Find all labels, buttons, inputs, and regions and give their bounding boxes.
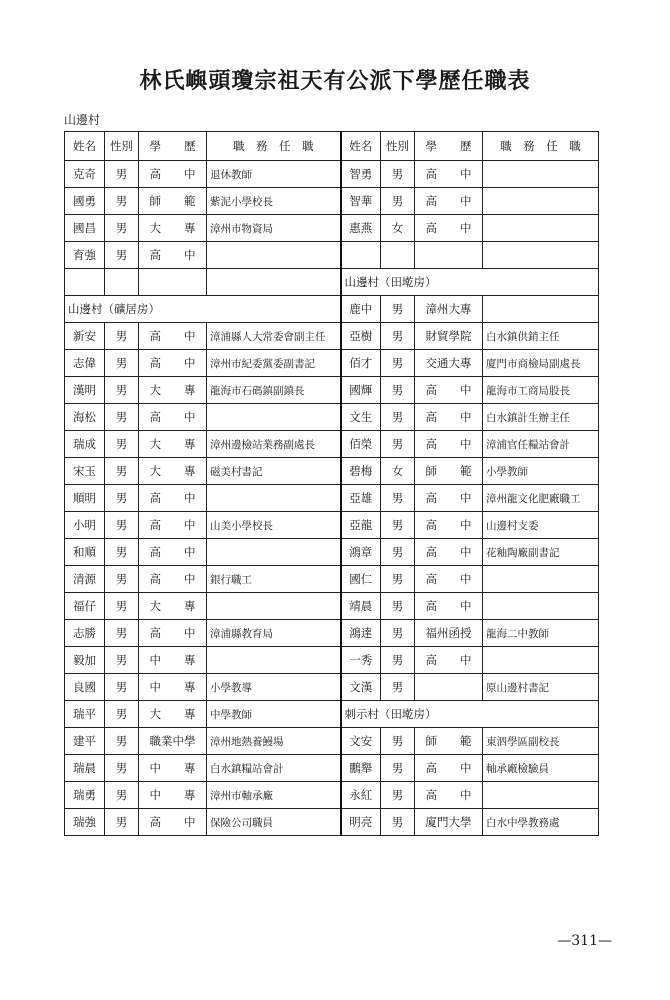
person-position — [483, 593, 599, 620]
person-name: 育強 — [65, 242, 105, 269]
subsection-title: 刺示村（田墘房） — [341, 701, 599, 728]
person-position: 漳浦官任糧站會計 — [483, 431, 599, 458]
person-position: 白水鎮供銷主任 — [483, 323, 599, 350]
person-position — [483, 782, 599, 809]
person-position: 山邊村支委 — [483, 512, 599, 539]
person-name: 國昌 — [65, 215, 105, 242]
person-sex: 男 — [105, 242, 139, 269]
person-education: 高 中 — [139, 350, 207, 377]
header-education: 學 歷 — [415, 132, 483, 161]
person-name: 文漢 — [341, 674, 381, 701]
person-position: 漳浦縣教育局 — [207, 620, 341, 647]
subsection-title: 山邊村（礦居房） — [65, 296, 341, 323]
table-row — [65, 755, 599, 782]
person-name: 克奇 — [65, 161, 105, 188]
person-sex: 男 — [105, 782, 139, 809]
person-sex: 男 — [105, 215, 139, 242]
person-position: 東泗學區副校長 — [483, 728, 599, 755]
person-name: 碧梅 — [341, 458, 381, 485]
table-row — [65, 296, 599, 323]
person-position — [207, 242, 341, 269]
person-sex: 男 — [105, 377, 139, 404]
person-sex: 男 — [105, 404, 139, 431]
person-name: 瑞晨 — [65, 755, 105, 782]
person-education: 高 中 — [139, 161, 207, 188]
person-position: 磁美村書記 — [207, 458, 341, 485]
person-name: 智華 — [341, 188, 381, 215]
person-sex: 男 — [105, 701, 139, 728]
person-sex: 男 — [381, 782, 415, 809]
header-position: 職 務 任 職 — [483, 132, 599, 161]
person-position: 漳州邊檢站業務副處長 — [207, 431, 341, 458]
person-education: 高 中 — [415, 377, 483, 404]
subsection-title: 山邊村（田墘房） — [341, 269, 599, 296]
person-education: 高 中 — [415, 647, 483, 674]
person-sex: 男 — [105, 755, 139, 782]
person-education: 高 中 — [415, 782, 483, 809]
person-education: 廈門大學 — [415, 809, 483, 836]
person-sex: 男 — [381, 728, 415, 755]
person-education: 高 中 — [415, 566, 483, 593]
table-row — [65, 323, 599, 350]
person-sex: 男 — [381, 539, 415, 566]
person-name: 亞雄 — [341, 485, 381, 512]
person-position: 龍海市工商局股長 — [483, 377, 599, 404]
person-name: 永紅 — [341, 782, 381, 809]
person-sex: 男 — [381, 566, 415, 593]
person-education: 高 中 — [139, 512, 207, 539]
person-education: 大 專 — [139, 593, 207, 620]
person-education: 中 專 — [139, 755, 207, 782]
person-sex: 男 — [381, 755, 415, 782]
person-name: 文安 — [341, 728, 381, 755]
person-position: 小學教師 — [483, 458, 599, 485]
person-position: 軸承廠檢驗員 — [483, 755, 599, 782]
person-sex: 男 — [105, 350, 139, 377]
person-education: 師 範 — [139, 188, 207, 215]
person-education: 高 中 — [415, 161, 483, 188]
person-name: 國輝 — [341, 377, 381, 404]
header-education: 學 歷 — [139, 132, 207, 161]
person-name — [341, 242, 381, 269]
person-education — [415, 674, 483, 701]
section-label: 山邊村 — [64, 113, 101, 127]
person-position: 保險公司職員 — [207, 809, 341, 836]
person-name: 建平 — [65, 728, 105, 755]
person-name: 鴻章 — [341, 539, 381, 566]
person-name: 鹿中 — [341, 296, 381, 323]
person-position — [207, 593, 341, 620]
person-name: 惠燕 — [341, 215, 381, 242]
person-position: 漳州地熱養鰻場 — [207, 728, 341, 755]
person-position — [483, 242, 599, 269]
person-name: 亞樹 — [341, 323, 381, 350]
person-education: 高 中 — [415, 593, 483, 620]
person-sex: 男 — [381, 431, 415, 458]
table-row — [65, 188, 599, 215]
person-sex: 男 — [105, 728, 139, 755]
person-name — [65, 269, 105, 296]
person-position: 白水鎮計生辦主任 — [483, 404, 599, 431]
person-name: 瑞強 — [65, 809, 105, 836]
person-sex: 男 — [105, 323, 139, 350]
table-row — [65, 647, 599, 674]
person-education: 高 中 — [415, 512, 483, 539]
person-sex: 男 — [381, 188, 415, 215]
person-education: 高 中 — [415, 188, 483, 215]
table-row — [65, 728, 599, 755]
person-position — [483, 566, 599, 593]
person-name: 瑞成 — [65, 431, 105, 458]
person-sex — [381, 242, 415, 269]
person-sex — [105, 269, 139, 296]
person-name: 海松 — [65, 404, 105, 431]
person-education: 大 專 — [139, 458, 207, 485]
person-education: 福州函授 — [415, 620, 483, 647]
person-education: 師 範 — [415, 458, 483, 485]
person-position: 漳州龍文化肥廠職工 — [483, 485, 599, 512]
person-sex: 男 — [381, 809, 415, 836]
person-position — [207, 485, 341, 512]
person-position: 漳州市紀委黨委副書記 — [207, 350, 341, 377]
person-position — [207, 404, 341, 431]
person-position: 山美小學校長 — [207, 512, 341, 539]
person-education: 大 專 — [139, 431, 207, 458]
header-sex: 性別 — [105, 132, 139, 161]
person-position — [483, 215, 599, 242]
person-position: 小學教導 — [207, 674, 341, 701]
person-sex: 男 — [105, 566, 139, 593]
person-position: 紫泥小學校長 — [207, 188, 341, 215]
person-education: 大 專 — [139, 377, 207, 404]
person-name: 良國 — [65, 674, 105, 701]
table-row — [65, 269, 599, 296]
person-position: 花釉陶廠副書記 — [483, 539, 599, 566]
person-position: 漳州市物資局 — [207, 215, 341, 242]
person-sex: 男 — [105, 431, 139, 458]
person-education: 大 專 — [139, 701, 207, 728]
person-education: 高 中 — [139, 620, 207, 647]
table-row — [65, 809, 599, 836]
person-name: 文生 — [341, 404, 381, 431]
person-education: 師 範 — [415, 728, 483, 755]
table-row — [65, 566, 599, 593]
person-name: 順明 — [65, 485, 105, 512]
person-sex: 男 — [105, 809, 139, 836]
header-sex: 性別 — [381, 132, 415, 161]
person-position — [483, 161, 599, 188]
person-name: 智勇 — [341, 161, 381, 188]
person-education: 中 專 — [139, 674, 207, 701]
person-position: 漳州市軸承廠 — [207, 782, 341, 809]
person-position — [207, 539, 341, 566]
person-sex: 男 — [381, 323, 415, 350]
roster-table — [64, 131, 599, 836]
person-education: 高 中 — [139, 566, 207, 593]
table-row — [65, 350, 599, 377]
person-education — [415, 242, 483, 269]
person-education: 中 專 — [139, 782, 207, 809]
person-education: 高 中 — [415, 485, 483, 512]
person-education: 高 中 — [139, 485, 207, 512]
person-name: 靖晨 — [341, 593, 381, 620]
table-row — [65, 485, 599, 512]
person-name: 和順 — [65, 539, 105, 566]
person-sex: 男 — [381, 512, 415, 539]
table-row — [65, 377, 599, 404]
table-row — [65, 701, 599, 728]
person-name: 佰才 — [341, 350, 381, 377]
person-position — [483, 296, 599, 323]
person-education: 高 中 — [415, 404, 483, 431]
person-sex: 男 — [105, 647, 139, 674]
person-position: 銀行職工 — [207, 566, 341, 593]
person-position: 龍海市石碼鎮副鎮長 — [207, 377, 341, 404]
table-row — [65, 674, 599, 701]
person-position: 原山邊村書記 — [483, 674, 599, 701]
person-name: 志勝 — [65, 620, 105, 647]
person-name: 清源 — [65, 566, 105, 593]
table-row — [65, 215, 599, 242]
person-name: 福仔 — [65, 593, 105, 620]
person-position: 漳浦縣人大常委會副主任 — [207, 323, 341, 350]
table-row — [65, 539, 599, 566]
person-sex: 男 — [105, 512, 139, 539]
person-name: 小明 — [65, 512, 105, 539]
header-row — [65, 132, 599, 161]
person-sex: 女 — [381, 458, 415, 485]
page-title: 林氏嶼頭瓊宗祖天有公派下學歷任職表 — [139, 68, 531, 94]
page-number: —311— — [557, 933, 612, 949]
person-education: 交通大專 — [415, 350, 483, 377]
table-row — [65, 242, 599, 269]
person-name: 佰榮 — [341, 431, 381, 458]
person-sex: 男 — [105, 674, 139, 701]
person-education: 高 中 — [139, 404, 207, 431]
table-row — [65, 458, 599, 485]
person-position: 廈門市商檢局副處長 — [483, 350, 599, 377]
person-education: 高 中 — [415, 431, 483, 458]
header-position: 職 務 任 職 — [207, 132, 341, 161]
person-name: 亞龍 — [341, 512, 381, 539]
person-sex: 女 — [381, 215, 415, 242]
table-row — [65, 593, 599, 620]
table-row — [65, 431, 599, 458]
person-position — [483, 188, 599, 215]
person-sex: 男 — [381, 647, 415, 674]
person-sex: 男 — [381, 404, 415, 431]
person-education — [139, 269, 207, 296]
person-education: 高 中 — [415, 215, 483, 242]
person-position — [207, 269, 341, 296]
table-row — [65, 512, 599, 539]
person-sex: 男 — [105, 161, 139, 188]
person-name: 宋玉 — [65, 458, 105, 485]
person-name: 明亮 — [341, 809, 381, 836]
person-education: 財貿學院 — [415, 323, 483, 350]
person-position — [483, 647, 599, 674]
person-sex: 男 — [381, 161, 415, 188]
person-sex: 男 — [105, 485, 139, 512]
person-position: 中學教師 — [207, 701, 341, 728]
person-education: 高 中 — [139, 539, 207, 566]
person-sex: 男 — [105, 458, 139, 485]
table-row — [65, 620, 599, 647]
person-name: 鵬舉 — [341, 755, 381, 782]
person-sex: 男 — [381, 296, 415, 323]
person-name: 國勇 — [65, 188, 105, 215]
person-education: 中 專 — [139, 647, 207, 674]
person-name: 瑞勇 — [65, 782, 105, 809]
person-name: 鴻達 — [341, 620, 381, 647]
header-name: 姓名 — [65, 132, 105, 161]
header-name: 姓名 — [341, 132, 381, 161]
person-sex: 男 — [381, 377, 415, 404]
person-sex: 男 — [381, 593, 415, 620]
person-education: 高 中 — [139, 809, 207, 836]
person-position — [207, 647, 341, 674]
person-name: 毅加 — [65, 647, 105, 674]
person-position: 退休教師 — [207, 161, 341, 188]
person-education: 高 中 — [415, 539, 483, 566]
person-education: 高 中 — [415, 755, 483, 782]
person-name: 瑞平 — [65, 701, 105, 728]
person-sex: 男 — [381, 350, 415, 377]
person-position: 龍海二中教師 — [483, 620, 599, 647]
table-row — [65, 782, 599, 809]
person-sex: 男 — [381, 674, 415, 701]
person-sex: 男 — [105, 620, 139, 647]
person-sex: 男 — [381, 485, 415, 512]
person-name: 國仁 — [341, 566, 381, 593]
person-position: 白水中學教務處 — [483, 809, 599, 836]
person-sex: 男 — [105, 593, 139, 620]
person-sex: 男 — [381, 620, 415, 647]
person-name: 志偉 — [65, 350, 105, 377]
person-education: 職業中學 — [139, 728, 207, 755]
person-education: 漳州大專 — [415, 296, 483, 323]
person-education: 高 中 — [139, 242, 207, 269]
person-education: 大 專 — [139, 215, 207, 242]
person-name: 一秀 — [341, 647, 381, 674]
person-sex: 男 — [105, 188, 139, 215]
person-position: 白水鎮糧站會計 — [207, 755, 341, 782]
table-row — [65, 161, 599, 188]
person-sex: 男 — [105, 539, 139, 566]
table-row — [65, 404, 599, 431]
person-name: 新安 — [65, 323, 105, 350]
person-name: 漢明 — [65, 377, 105, 404]
roster-body — [65, 132, 599, 836]
person-education: 高 中 — [139, 323, 207, 350]
